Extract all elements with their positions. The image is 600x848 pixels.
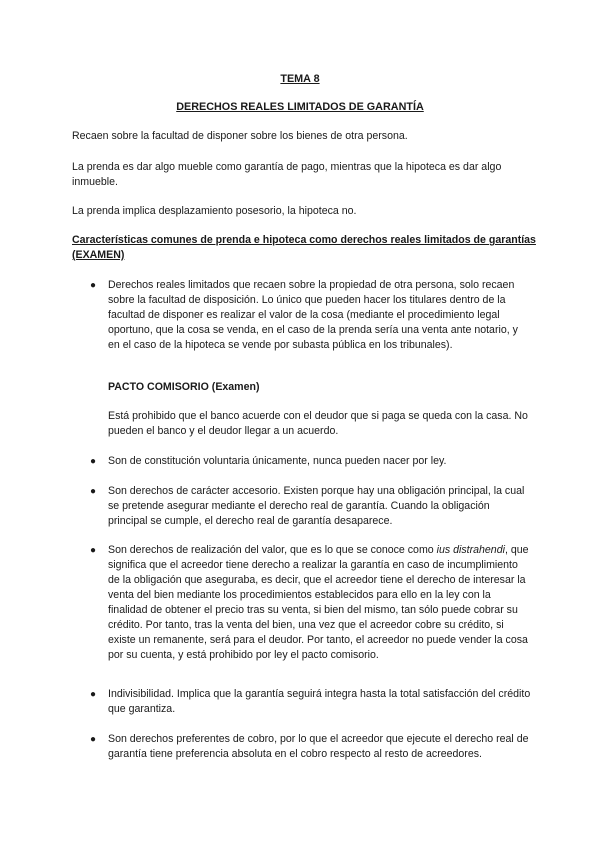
document-title: TEMA 8 <box>280 73 320 85</box>
bullet-icon: ● <box>90 280 97 291</box>
bullet-icon: ● <box>90 689 97 700</box>
intro-paragraph-2: La prenda es dar algo mueble como garantía de pago, mientras que la hipoteca es dar algo inmueble. <box>72 161 502 188</box>
bullet-icon: ● <box>90 456 97 467</box>
latin-term: ius distrahendi <box>436 544 505 556</box>
section-heading: Características comunes de prenda e hipoteca como derechos reales limitados de garantías (EXAMEN) <box>72 234 536 261</box>
list-item-text <box>108 543 532 663</box>
text-segment: Son derechos de realización del valor, que es lo que se conoce como <box>108 544 437 556</box>
bullet-icon: ● <box>90 734 97 745</box>
list-item-text: Son de constitución voluntaria únicamente, nunca pueden nacer por ley. <box>108 455 447 467</box>
pacto-comisorio-text: Está prohibido que el banco acuerde con el deudor que si paga se queda con la casa. No pueden el banco y el deudor llegar a un acuerdo. <box>108 410 528 437</box>
list-item-text: Son derechos preferentes de cobro, por lo que el acreedor que ejecute el derecho real de garantía tiene preferencia absoluta en el cobro respecto al resto de acreedores. <box>108 733 529 760</box>
list-item-text: Derechos reales limitados que recaen sobre la propiedad de otra persona, solo recaen sobre la facultad de disposición. Lo único que pueden hacer los titulares dentro de la facultad de disponer es realizar el valor de la cosa (mediante el procedimiento legal oportuno, que la cosa se venda, en el caso de la prenda sería una venta ante notario, y en el caso de la hipoteca se vende por subasta pública en los tribunales). <box>108 279 518 351</box>
document-subtitle: DERECHOS REALES LIMITADOS DE GARANTÍA <box>176 101 424 113</box>
bullet-icon: ● <box>90 486 97 497</box>
pacto-comisorio-heading: PACTO COMISORIO (Examen) <box>108 381 260 393</box>
intro-paragraph-3: La prenda implica desplazamiento posesorio, la hipoteca no. <box>72 205 357 217</box>
list-item-text: Indivisibilidad. Implica que la garantía seguirá integra hasta la total satisfacción del crédito que garantiza. <box>108 688 531 715</box>
intro-paragraph-1: Recaen sobre la facultad de disponer sobre los bienes de otra persona. <box>72 130 408 142</box>
bullet-icon: ● <box>90 545 97 556</box>
text-segment: , que significa que el acreedor tiene derecho a realizar la garantía en caso de incumplimiento de la obligación que aseguraba, es decir, que el acreedor tiene el derecho de interesar la venta del bien mediante los procedimientos establecidos para ello en la ley con la finalidad de obtener el precio tras su venta, si bien del mismo, tan sólo puede cobrar su crédito. Por tanto, tras la venta del bien, una vez que el acreedor cobre su crédito, si existe un remanente, será para el deudor. Por tanto, el acreedor no puede vender la cosa por su cuenta, y está prohibido por ley el pacto comisorio. <box>108 544 529 661</box>
list-item-text: Son derechos de carácter accesorio. Existen porque hay una obligación principal, la cual se pretende asegurar mediante el derecho real de garantía. Cuando la obligación principal se cumple, el derecho real de garantía desaparece. <box>108 485 525 527</box>
